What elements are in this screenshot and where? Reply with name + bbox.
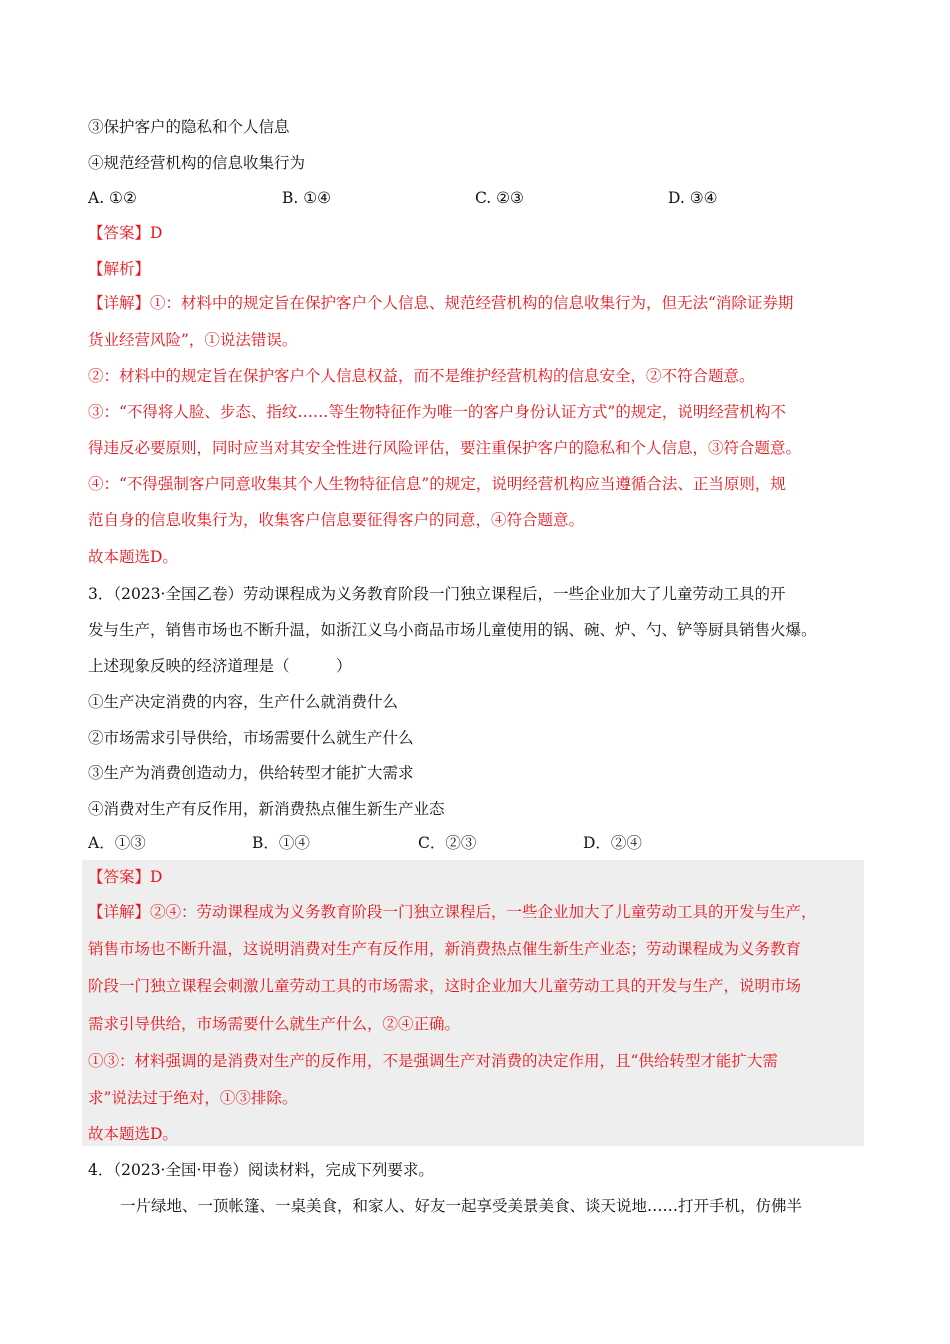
q2-detail-line-1: 【详解】①：材料中的规定旨在保护客户个人信息、规范经营机构的信息收集行为，但无法“消除证券期 [88, 294, 794, 312]
q2-detail-line-5: 得违反必要原则，同时应当对其安全性进行风险评估，要注重保护客户的隐私和个人信息，③符合题意。 [88, 439, 802, 457]
q3-stem-line-1: 3．（2023·全国乙卷）劳动课程成为义务教育阶段一门独立课程后，一些企业加大了儿童劳动工具的开 [88, 585, 786, 603]
q3-option-c: C．②③ [418, 834, 477, 852]
q3-detail-line-1: 【详解】②④：劳动课程成为义务教育阶段一门独立课程后，一些企业加大了儿童劳动工具的开发与生产， [88, 903, 817, 921]
q3-detail-line-4: 需求引导供给，市场需要什么就生产什么，②④正确。 [88, 1015, 461, 1033]
q2-detail-line-7: 范自身的信息收集行为，收集客户信息要征得客户的同意，④符合题意。 [88, 511, 585, 529]
q3-conclusion: 故本题选D。 [88, 1125, 178, 1143]
q3-detail-line-6: 求”说法过于绝对，①③排除。 [88, 1089, 298, 1107]
q2-analysis-label: 【解析】 [88, 260, 151, 278]
q3-item-4: ④消费对生产有反作用，新消费热点催生新生产业态 [88, 800, 445, 818]
q4-material-line-1: 一片绿地、一顶帐篷、一桌美食，和家人、好友一起享受美景美食、谈天说地……打开手机，仿佛半 [120, 1197, 803, 1215]
q2-item-4: ④规范经营机构的信息收集行为 [88, 154, 306, 172]
q3-option-b: B．①④ [252, 834, 310, 852]
q2-option-c: C. ②③ [475, 189, 524, 207]
q2-detail-line-4: ③：“不得将人脸、步态、指纹……等生物特征作为唯一的客户身份认证方式”的规定，说明经营机构不 [88, 403, 786, 421]
q2-answer: 【答案】D [88, 224, 163, 242]
q2-option-a: A. ①② [88, 189, 137, 207]
q3-detail-line-5: ①③：材料强调的是消费对生产的反作用，不是强调生产对消费的决定作用，且“供给转型才能扩大需 [88, 1052, 778, 1070]
q3-item-3: ③生产为消费创造动力，供给转型才能扩大需求 [88, 764, 414, 782]
q3-option-a: A．①③ [88, 834, 146, 852]
q4-stem: 4．（2023·全国·甲卷）阅读材料，完成下列要求。 [88, 1161, 434, 1179]
q2-option-d: D. ③④ [668, 189, 718, 207]
q3-detail-line-2: 销售市场也不断升温，这说明消费对生产有反作用，新消费热点催生新生产业态；劳动课程成为义务教育 [88, 940, 802, 958]
q2-detail-line-3: ②：材料中的规定旨在保护客户个人信息权益，而不是维护经营机构的信息安全，②不符合题意。 [88, 367, 755, 385]
q3-option-d: D．②④ [583, 834, 642, 852]
q3-item-2: ②市场需求引导供给，市场需要什么就生产什么 [88, 729, 414, 747]
q3-stem-line-2: 发与生产，销售市场也不断升温，如浙江义乌小商品市场儿童使用的锅、碗、炉、勺、铲等厨具销售火爆。 [88, 621, 817, 639]
q3-stem-line-3: 上述现象反映的经济道理是（ ） [88, 657, 352, 675]
q2-detail-line-2: 货业经营风险”，①说法错误。 [88, 331, 298, 349]
q2-conclusion: 故本题选D。 [88, 548, 178, 566]
q2-option-b: B. ①④ [282, 189, 332, 207]
q2-item-3: ③保护客户的隐私和个人信息 [88, 118, 290, 136]
q2-detail-line-6: ④：“不得强制客户同意收集其个人生物特征信息”的规定，说明经营机构应当遵循合法、正当原则，规 [88, 475, 786, 493]
q3-detail-line-3: 阶段一门独立课程会刺激儿童劳动工具的市场需求，这时企业加大儿童劳动工具的开发与生产，说明市场 [88, 977, 802, 995]
q3-item-1: ①生产决定消费的内容，生产什么就消费什么 [88, 693, 399, 711]
q3-answer: 【答案】D [88, 868, 163, 886]
